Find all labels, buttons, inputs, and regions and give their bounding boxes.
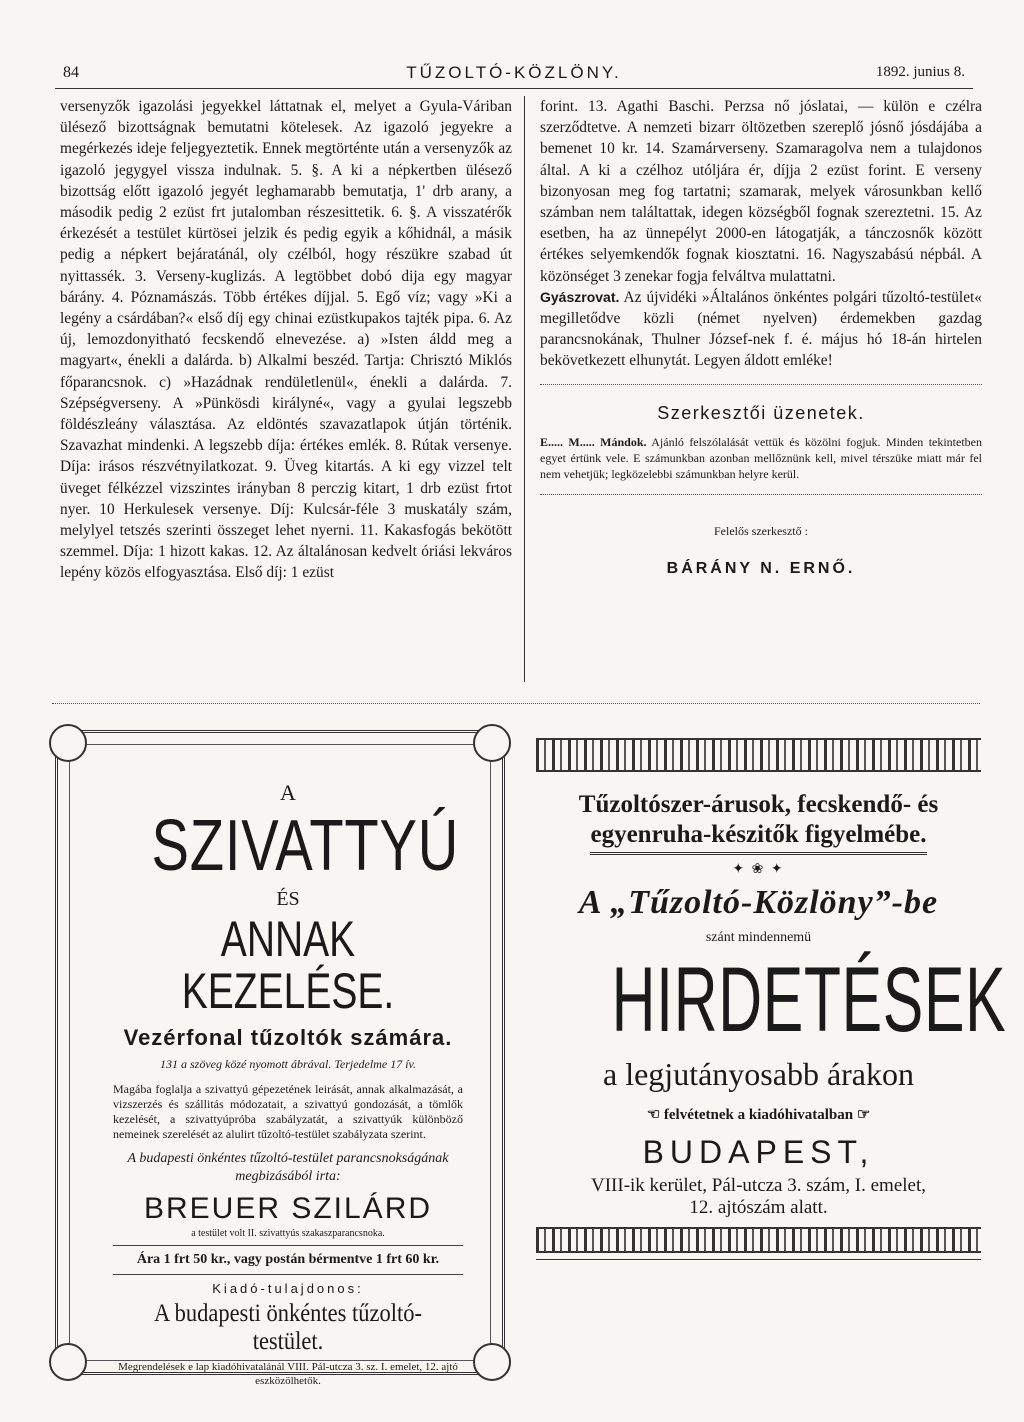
- book-author: BREUER SZILÁRD: [143, 1192, 433, 1225]
- book-price: Ára 1 frt 50 kr., vagy postán bérmentve 1 frt 60 kr.: [136, 1252, 440, 1267]
- book-advertisement: [55, 730, 505, 1387]
- notices-title: Szerkesztői üzenetek.: [657, 402, 865, 423]
- mourning-label: Gyászrovat.: [540, 288, 620, 305]
- ad-prices: a legjutányosabb árakon: [603, 1056, 914, 1092]
- page-header: [55, 58, 973, 89]
- accepted-text: felvétetnek a kiadóhivatalban: [663, 1107, 854, 1123]
- bottom-rule: [536, 1259, 981, 1260]
- book-description: Magába foglalja a szivattyú gépezetének leirását, annak alkalmazását, a vizszerzés és szállitás módozatait, a szivattyú gondozását, a tömlők kezelését, a szivattyúpróba szabályzatát, a szivattyúk különböző nemeinek szerelését az alulirt tűzoltó-testület szabályzata szerint.: [113, 1082, 463, 1141]
- editorial-notice: [540, 434, 982, 482]
- book-subtitle: Vezérfonal tűzoltók számára.: [123, 1025, 453, 1050]
- book-title-line1: SZIVATTYÚ: [151, 806, 460, 886]
- ads-headline: HIRDETÉSEK: [611, 949, 1007, 1051]
- column-divider: [524, 96, 525, 682]
- ornament-divider: ✦ ❀ ✦: [732, 862, 785, 877]
- page-number: 84: [63, 64, 79, 81]
- page-divider: [52, 703, 980, 704]
- order-info: Megrendelések e lap kiadóhivatalánál VIII. Pál-utcza 3. sz. I. emelet, 12. ajtó eszközölhetők.: [118, 1361, 458, 1387]
- corner-ornament: [49, 724, 87, 762]
- ad-heading-line1: Tűzoltószer-árusok, fecskendő- és: [578, 791, 939, 818]
- issue-date: 1892. junius 8.: [875, 64, 965, 80]
- book-article: A: [280, 780, 296, 805]
- newspaper-title: TŰZOLTÓ-KÖZLÖNY.: [406, 63, 622, 82]
- decorative-border-bottom: [536, 1227, 981, 1253]
- notice-recipient: E..... M..... Mándok.: [540, 434, 647, 449]
- corner-ornament: [473, 724, 511, 762]
- author-note: a testület volt II. szivattyús szakaszparancsnoka.: [191, 1228, 385, 1239]
- right-column: [540, 96, 982, 579]
- mourning-section: [540, 287, 982, 372]
- book-title-and: ÉS: [276, 888, 300, 910]
- mourning-text: Az újvidéki »Általános önkéntes polgári tűzoltó-testület« megilletődve közli (német nyelven) érdemekben gazdag parancsnokának, Thulner József-nek f. é. május hó 18-án hirtelen bekövetkezett elhunytát. Legyen áldott emléke!: [540, 288, 983, 370]
- ad-address2: 12. ajtószám alatt.: [689, 1197, 828, 1218]
- publisher-name: A budapesti önkéntes tűzoltó-testület.: [153, 1300, 423, 1355]
- divider: [113, 1274, 463, 1275]
- book-illustrations: 131 a szöveg közé nyomott ábrával. Terjedelme 17 ív.: [160, 1057, 416, 1071]
- editor-name: BÁRÁNY N. ERNŐ.: [666, 560, 856, 578]
- notice-text: Ajánló felszólalását vettük és közölni fogjuk. Minden tekintetben egyet értünk vele. E számunkban azonban mellőznünk kell, mivel térszüke miatt már fel nem vehetjük; legközelebbi számunkban helyre kerül.: [540, 434, 983, 481]
- left-column-text: versenyzők igazolási jegyekkel láttatnak el, melyet a Gyula-Váriban ülésező bizottságnak bemutatni kötelesek. Az igazoló jegyekre a megérkezés ideje feljegyeztetik. Ennek megtörténte után a versenyzők az igazoló jegygyel vissza indulnak. 5. §. A ki a népkertben ülésező bizottság előtt igazoló jegyét leghamarabb bemutatja, 1' drb arany, a második pedig 2 ezüst frt jutalomban részesittetik. 6. §. A visszatérők érkezését a testület kürtösei jelzik és pedig egyik a kőhidnál, a másik pedig a népkert bejáratánál, oly czélból, hogy részükre szabad út nyittassék. 3. Verseny-kuglizás. A legtöbbet dobó dija egy magyar bárány. 4. Póznamászás. Több értékes díjjal. 5. Egő víz; vagy »Ki a legény a csárdában?« első díj egy chinai ezüstkupakos tajték pipa. 6. Az új, lemozdonyitható fecskendő elnevezése. a) »Isten áldd meg a magyart«, énekli a dalárda. b) Alkalmi beszéd. Tartja: Chrisztó Miklós főparancsnok. c) »Hazádnak rendületlenül«, énekli a dalárda. 7. Szépségverseny. A »Pünkösdi királyné«, vagy a gyulai legszebb földészleány választása. Az eldöntés szavazatlapok útján történik. Szavazhat mindenki. A legszebb díja: értékes emlék. 8. Rútak versenye. Díja: irásos részvétnyilatkozat. 9. Üveg kitartás. A ki egy vizzel telt üveget félkézzel vizszintes irányban 8 perczig kitart, 1 drb ezüst frtot nyer. 10 Herkulesek versenye. Díj: Kulcsár-féle 3 muskatály szám, melylyel tetszés szerinti összeget lehet nyerni. 11. Kakasfogás bekötött szemmel. Díja: 1 hizott kakas. 12. Az általánosan kedvelt óriási lekváros lepény közös elfogyasztása. Első díj: 1 ezüst: [60, 98, 512, 582]
- ad-any: szánt mindennemü: [705, 930, 812, 945]
- ad-heading-line2: egyenruha-készitők figyelmébe.: [590, 820, 926, 855]
- hand-left-icon: ☜: [646, 1107, 664, 1123]
- publisher-label: Kiadó-tulajdonos:: [212, 1281, 364, 1296]
- ad-accepted: [536, 1105, 981, 1124]
- ad-address1: VIII-ik kerület, Pál-utcza 3. szám, I. emelet,: [591, 1175, 926, 1196]
- corner-ornament: [49, 1343, 87, 1381]
- left-column: [60, 96, 512, 686]
- paper-name: A „Tűzoltó-Közlöny”-be: [578, 884, 939, 921]
- decorative-border: [536, 738, 981, 772]
- hand-right-icon: ☞: [853, 1107, 871, 1123]
- editor-label: Felelős szerkesztő :: [714, 523, 808, 538]
- corner-ornament: [473, 1343, 511, 1381]
- divider: [113, 1245, 463, 1246]
- ad-city: BUDAPEST,: [642, 1134, 875, 1170]
- ads-advertisement: [536, 738, 1007, 1378]
- book-byline: A budapesti önkéntes tűzoltó-testület parancsnokságának megbizásából irta:: [127, 1151, 449, 1184]
- section-divider-2: [540, 494, 982, 495]
- section-divider: [540, 384, 982, 385]
- program-text: forint. 13. Agathi Baschi. Perzsa nő jóslatai, — külön e czélra szerződtetve. A nemzeti bizarr öltözetben szereplő jósnő jósdájába a bemenet 10 kr. 14. Szamárverseny. Szamaragolva nem a tulajdonos által. A ki a czélhoz utóljára ér, díjja 2 ezüst forint. E verseny bizonyosan meg fog tartatni; szamarak, melyek városunkban kellő számban nem találtattak, idegen községből fognak szereztetni. 15. Az esetben, ha az ünnepélyt 2000-en látogatják, a tánczosnők között értékes selyemkendők fognak kiosztatni. 16. Nagyszabású népbál. A közönséget 3 zenekar fogja felváltva mulattatni.: [540, 98, 982, 285]
- book-title-line2: ANNAK KEZELÉSE.: [181, 911, 395, 1019]
